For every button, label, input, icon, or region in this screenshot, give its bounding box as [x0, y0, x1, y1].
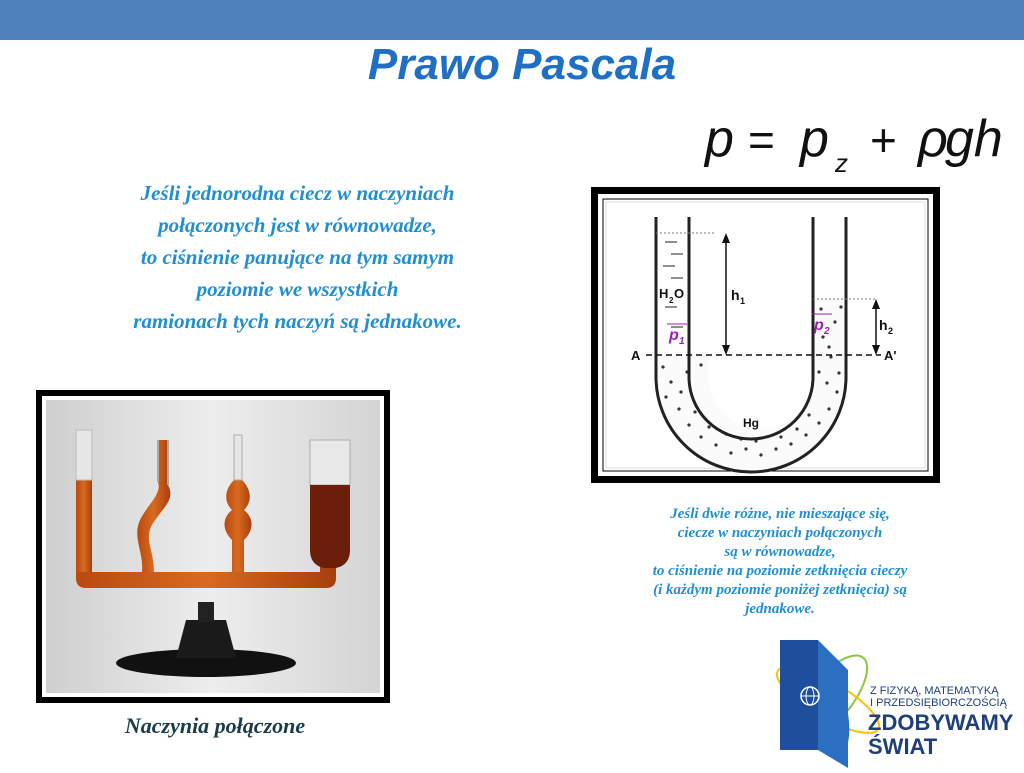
paragraph-line: to ciśnienie na poziomie zetknięcia cieczy [652, 563, 908, 579]
formula-equals: = [748, 114, 775, 166]
logo-line3: ZDOBYWAMY [868, 710, 1014, 735]
logo-line2: I PRZEDSIĘBIORCZOŚCIĄ [870, 697, 1007, 709]
paragraph-line: poziomie we wszystkich [196, 277, 399, 301]
label-water: H [659, 286, 669, 301]
label-h1-sub: 1 [740, 296, 746, 306]
slide-title: Prawo Pascala [367, 40, 677, 89]
formula-rho: ρ [918, 110, 948, 168]
label-p1-sub: 1 [679, 336, 685, 347]
label-p1: p [669, 327, 679, 344]
label-h1: h [731, 287, 740, 303]
photo-caption: Naczynia połączone [124, 713, 306, 738]
paragraph-line: jednakowe. [745, 601, 815, 617]
communicating-vessels-photo [36, 390, 390, 703]
label-a-left: A [631, 348, 641, 363]
label-p2: p [814, 317, 824, 334]
paragraph-line: Jeśli dwie różne, nie mieszające się, [670, 506, 890, 522]
label-water-sub: 2 [669, 296, 674, 305]
project-logo [768, 630, 1024, 768]
formula-plus: + [870, 114, 897, 166]
paragraph-line: Jeśli jednorodna ciecz w naczyniach [140, 181, 455, 205]
u-tube-diagram [591, 187, 940, 483]
formula-gh: gh [945, 110, 1003, 168]
label-mercury: Hg [743, 416, 759, 430]
formula-pz-base: p [800, 110, 829, 168]
paragraph-line: ciecze w naczyniach połączonych [677, 525, 883, 541]
label-water-o: O [674, 286, 685, 301]
pascal-formula [700, 108, 1020, 178]
paragraph-line: są w równowadze, [724, 544, 836, 560]
logo-line4: ŚWIAT [868, 734, 938, 759]
paragraph-line: ramionach tych naczyń są jednakowe. [133, 309, 462, 333]
paragraph-line: połączonych jest w równowadze, [158, 213, 437, 237]
logo-line1: Z FIZYKĄ, MATEMATYKĄ [870, 685, 999, 697]
label-a-right: A' [884, 348, 897, 363]
paragraph-single-liquid [20, 177, 575, 337]
label-p2-sub: 2 [824, 326, 830, 337]
paragraph-two-liquids [590, 505, 970, 619]
formula-pz-sub: z [835, 148, 848, 178]
paragraph-line: to ciśnienie panujące na tym samym [140, 245, 455, 269]
label-h2-sub: 2 [888, 326, 894, 336]
paragraph-line: (i każdym poziomie poniżej zetknięcia) są [653, 582, 907, 598]
formula-p: p [705, 110, 734, 168]
top-bar [0, 0, 1024, 40]
label-h2: h [879, 317, 888, 333]
